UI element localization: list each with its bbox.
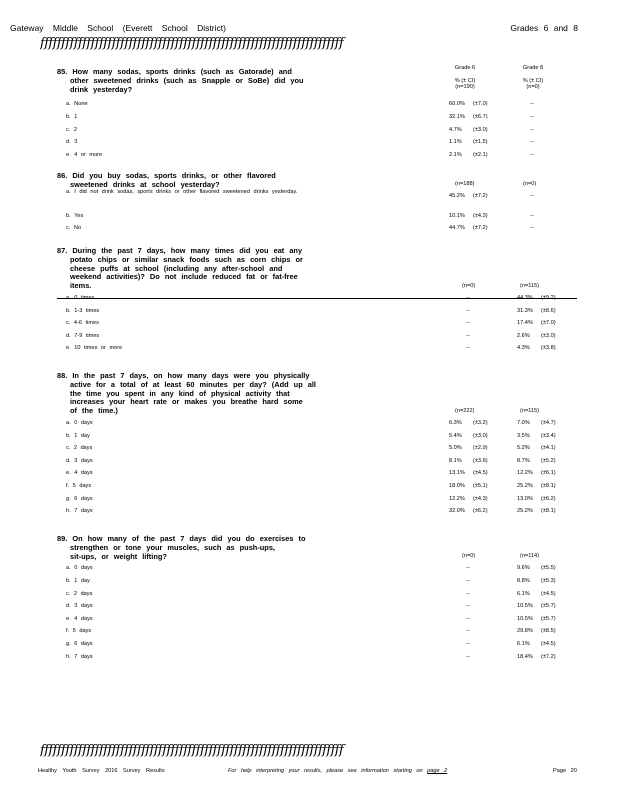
answer-pct-grade6: 8.1% xyxy=(449,457,462,464)
answer-ci-grade6: (±3.0) xyxy=(473,126,488,133)
question-86-n6: (n=188) xyxy=(455,180,475,187)
header-grades: Grades 6 and 8 xyxy=(510,23,578,33)
answer-row xyxy=(57,222,577,235)
col-grade6-label: Grade 6 xyxy=(454,65,476,71)
footer-center xyxy=(228,768,447,774)
question-86-number: 86. xyxy=(57,171,68,180)
answer-label: c. 2 days xyxy=(66,445,93,452)
answer-pct-grade6: -- xyxy=(466,577,470,584)
answer-row xyxy=(57,417,577,430)
answer-pct-grade8: -- xyxy=(530,192,534,199)
answer-ci-grade8: (±3.8) xyxy=(541,345,556,352)
answer-pct-grade8: 8.7% xyxy=(517,457,530,464)
answer-pct-grade8: 6.1% xyxy=(517,640,530,647)
question-87-n-row xyxy=(57,283,577,292)
answer-ci-grade6: (±4.5) xyxy=(473,470,488,477)
answer-label: b. 1 xyxy=(66,113,78,120)
answer-pct-grade8: -- xyxy=(530,139,534,146)
col-grade6-n: (n=190) xyxy=(455,84,475,90)
answer-label: d. 3 days xyxy=(66,603,93,610)
answer-ci-grade8: (±5.7) xyxy=(541,615,556,622)
header-rule: ffffffffffffffffffffffffffffffffffffffffffffffffffffffffffffffffffffffff xyxy=(40,36,344,51)
answer-pct-grade8: 7.0% xyxy=(517,419,530,426)
answer-label: h. 7 days xyxy=(66,653,93,660)
answer-pct-grade6: -- xyxy=(466,345,470,352)
answer-pct-grade6: 10.1% xyxy=(449,212,465,219)
answer-ci-grade6: (±1.5) xyxy=(473,139,488,146)
answer-pct-grade8: 13.0% xyxy=(517,495,533,502)
answer-pct-grade8: -- xyxy=(530,126,534,133)
question-89-n-row xyxy=(57,553,577,562)
answer-pct-grade8: 10.5% xyxy=(517,615,533,622)
answer-ci-grade6: (±5.1) xyxy=(473,482,488,489)
answer-pct-grade6: 45.2% xyxy=(449,192,465,199)
answer-row xyxy=(57,493,577,506)
answer-pct-grade6: -- xyxy=(466,640,470,647)
answer-row xyxy=(57,455,577,468)
answer-row xyxy=(57,651,577,664)
answer-row xyxy=(57,467,577,480)
answer-pct-grade6: 18.0% xyxy=(449,482,465,489)
answer-ci-grade8: (±8.6) xyxy=(541,307,556,314)
answer-label: b. 1 day xyxy=(66,577,90,584)
answer-pct-grade8: -- xyxy=(530,101,534,108)
answer-pct-grade6: 2.1% xyxy=(449,151,462,158)
answer-ci-grade8: (±6.1) xyxy=(541,470,556,477)
answer-label: c. 4-6 times xyxy=(66,320,99,327)
answer-label: a. 0 days xyxy=(66,565,93,572)
answer-label: e. 10 times or more xyxy=(66,345,123,352)
answer-pct-grade6: -- xyxy=(466,294,470,301)
footer-page-number: Page 20 xyxy=(553,768,577,774)
answer-ci-grade8: (±8.5) xyxy=(541,628,556,635)
answer-label: b. 1-3 times xyxy=(66,307,100,314)
answer-pct-grade8: 25.2% xyxy=(517,508,533,515)
question-86 xyxy=(57,172,577,235)
answer-pct-grade6: 4.7% xyxy=(449,126,462,133)
answer-pct-grade6: 1.1% xyxy=(449,139,462,146)
answer-row xyxy=(57,210,577,223)
answer-label: g. 6 days xyxy=(66,640,93,647)
question-88-line-3: the time you spent in any kind of physical activity that xyxy=(70,388,290,398)
answer-pct-grade8: -- xyxy=(530,225,534,232)
answer-row xyxy=(57,149,577,162)
answer-label: d. 3 xyxy=(66,139,78,146)
question-88-line-5: of the time.) xyxy=(70,406,118,416)
answer-label: a. 0 times xyxy=(66,294,95,301)
question-86-n8: (n=0) xyxy=(523,180,537,187)
answer-label: a. I did not drink sodas, sports drinks or other flavored sweetened drinks yesterday. xyxy=(66,188,298,195)
col-grade8-n: (n=0) xyxy=(526,84,540,90)
question-89-n6: (n=0) xyxy=(462,553,476,560)
answer-label: f. 5 days xyxy=(66,482,92,489)
answer-pct-grade8: 44.3% xyxy=(517,294,533,301)
question-87-line-4: weekend activities)? Do not include reduced fat or fat-free xyxy=(70,272,298,282)
question-89-number: 89. xyxy=(57,534,68,543)
answer-pct-grade6: 6.3% xyxy=(449,419,462,426)
answer-pct-grade6: 5.0% xyxy=(449,445,462,452)
answer-label: c. 2 days xyxy=(66,590,93,597)
answer-ci-grade8: (±4.7) xyxy=(541,419,556,426)
answer-ci-grade6: (±4.3) xyxy=(473,495,488,502)
answer-label: h. 7 days xyxy=(66,508,93,515)
answer-row xyxy=(57,575,577,588)
answer-pct-grade6: 12.2% xyxy=(449,495,465,502)
answer-row xyxy=(57,111,577,124)
col-grade8-pct: % (± CI) xyxy=(522,77,544,84)
answer-row xyxy=(57,613,577,626)
answer-pct-grade8: 5.2% xyxy=(517,445,530,452)
question-88-n6: (n=222) xyxy=(455,407,475,414)
answer-pct-grade6: -- xyxy=(466,565,470,572)
answer-pct-grade8: 3.5% xyxy=(517,432,530,439)
answer-ci-grade6: (±7.0) xyxy=(473,101,488,108)
answer-ci-grade6: (±2.9) xyxy=(473,445,488,452)
answer-pct-grade6: 5.4% xyxy=(449,432,462,439)
answer-ci-grade6: (±7.2) xyxy=(473,225,488,232)
answer-ci-grade8: (±6.2) xyxy=(541,495,556,502)
question-89-n8: (n=114) xyxy=(520,553,540,560)
answer-ci-grade8: (±8.1) xyxy=(541,508,556,515)
answer-pct-grade8: -- xyxy=(530,113,534,120)
answer-label: d. 3 days xyxy=(66,457,93,464)
answer-ci-grade6: (±3.6) xyxy=(473,457,488,464)
question-86-line-2: sweetened drinks at school yesterday? xyxy=(70,179,220,189)
answer-row xyxy=(57,330,577,343)
answer-ci-grade6: (±6.2) xyxy=(473,508,488,515)
answer-pct-grade8: 4.3% xyxy=(517,345,530,352)
answer-pct-grade8: 31.3% xyxy=(517,307,533,314)
answer-ci-grade8: (±4.5) xyxy=(541,640,556,647)
answer-row xyxy=(57,430,577,443)
answer-row xyxy=(57,442,577,455)
answer-pct-grade6: -- xyxy=(466,320,470,327)
question-87-number: 87. xyxy=(57,246,68,255)
col-grade6-pct: % (± CI) xyxy=(454,77,476,84)
answer-row xyxy=(57,562,577,575)
answer-pct-grade6: -- xyxy=(466,332,470,339)
answer-row xyxy=(57,625,577,638)
question-87-line-2: potato chips or similar snack foods such as corn chips or xyxy=(70,254,303,264)
answer-pct-grade6: 44.7% xyxy=(449,225,465,232)
answer-pct-grade6: -- xyxy=(466,628,470,635)
answer-pct-grade6: 32.1% xyxy=(449,113,465,120)
answer-ci-grade6: (±3.2) xyxy=(473,419,488,426)
answer-ci-grade8: (±3.0) xyxy=(541,332,556,339)
answer-pct-grade6: 32.0% xyxy=(449,508,465,515)
answer-ci-grade6: (±2.1) xyxy=(473,151,488,158)
answer-row xyxy=(57,505,577,518)
answer-row xyxy=(57,600,577,613)
answer-row xyxy=(57,190,577,210)
question-86-line-1: Did you buy sodas, sports drinks, or other flavored xyxy=(72,171,276,180)
col-grade8-label: Grade 8 xyxy=(522,65,544,71)
answer-ci-grade6: (±3.0) xyxy=(473,432,488,439)
question-88-number: 88. xyxy=(57,371,68,380)
question-87-line-1: During the past 7 days, how many times did you eat any xyxy=(72,246,303,255)
answer-row xyxy=(57,480,577,493)
answer-pct-grade8: 17.4% xyxy=(517,320,533,327)
question-87-line-3: cheese puffs at school (including any after-school and xyxy=(70,263,283,273)
answer-pct-grade6: 13.1% xyxy=(449,470,465,477)
answer-pct-grade6: -- xyxy=(466,603,470,610)
answer-pct-grade6: -- xyxy=(466,590,470,597)
answer-pct-grade8: 18.4% xyxy=(517,653,533,660)
question-85 xyxy=(57,68,577,161)
answer-pct-grade8: 10.5% xyxy=(517,603,533,610)
answer-pct-grade6: -- xyxy=(466,653,470,660)
answer-pct-grade8: 25.2% xyxy=(517,482,533,489)
answer-ci-grade8: (±7.2) xyxy=(541,653,556,660)
answer-row xyxy=(57,305,577,318)
question-87-n6: (n=0) xyxy=(462,282,476,289)
question-88-line-4: increases your heart rate or makes you breathe hard some xyxy=(70,397,303,407)
answer-label: c. No xyxy=(66,225,82,232)
answer-row xyxy=(57,342,577,355)
question-89-line-2: strengthen or tone your muscles, such as push-ups, xyxy=(70,542,275,552)
question-85-number: 85. xyxy=(57,67,68,76)
answer-label: a. None xyxy=(66,101,88,108)
answer-label: b. 1 day xyxy=(66,432,90,439)
answer-label: c. 2 xyxy=(66,126,78,133)
answer-pct-grade6: -- xyxy=(466,615,470,622)
answer-label: e. 4 days xyxy=(66,615,93,622)
footer-page-link[interactable]: page 2 xyxy=(427,768,448,774)
answer-ci-grade8: (±5.2) xyxy=(541,457,556,464)
answer-ci-grade8: (±9.2) xyxy=(541,294,556,301)
question-88-line-1: In the past 7 days, on how many days were you physically xyxy=(72,371,310,380)
question-88-n-row xyxy=(57,408,577,417)
answer-pct-grade8: 12.2% xyxy=(517,470,533,477)
answer-ci-grade8: (±3.4) xyxy=(541,432,556,439)
answer-row xyxy=(57,588,577,601)
header-school: Gateway Middle School (Everett School District) xyxy=(10,23,226,33)
question-85-line-1: How many sodas, sports drinks (such as Gatorade) and xyxy=(72,67,292,76)
answer-row xyxy=(57,98,577,111)
answer-ci-grade8: (±5.3) xyxy=(541,577,556,584)
answer-row xyxy=(57,317,577,330)
divider-q87 xyxy=(57,298,577,299)
answer-row xyxy=(57,638,577,651)
question-89-line-1: On how many of the past 7 days did you do exercises to xyxy=(72,534,306,543)
answer-pct-grade8: 2.6% xyxy=(517,332,530,339)
answer-label: f. 5 days xyxy=(66,628,92,635)
answer-ci-grade8: (±4.5) xyxy=(541,590,556,597)
answer-ci-grade6: (±6.7) xyxy=(473,113,488,120)
answer-ci-grade8: (±5.5) xyxy=(541,565,556,572)
question-85-line-2: other sweetened drinks (such as Snapple or SoBe) did you xyxy=(70,75,304,85)
answer-label: g. 6 days xyxy=(66,495,93,502)
question-88-n8: (n=115) xyxy=(520,407,540,414)
question-85-line-3: drink yesterday? xyxy=(70,84,133,94)
answer-ci-grade8: (±5.7) xyxy=(541,603,556,610)
question-89-line-3: sit-ups, or weight lifting? xyxy=(70,551,167,561)
question-87-n8: (n=115) xyxy=(520,282,540,289)
answer-row xyxy=(57,136,577,149)
answer-pct-grade8: -- xyxy=(530,212,534,219)
answer-pct-grade8: 6.1% xyxy=(517,590,530,597)
answer-ci-grade6: (±4.3) xyxy=(473,212,488,219)
answer-ci-grade8: (±8.1) xyxy=(541,482,556,489)
answer-label: b. Yes xyxy=(66,212,84,219)
question-85-text xyxy=(57,68,322,94)
footer-rule: ffffffffffffffffffffffffffffffffffffffffffffffffffffffffffffffffffffffff xyxy=(40,743,344,758)
answer-ci-grade6: (±7.2) xyxy=(473,192,488,199)
footer-left: Healthy Youth Survey 2016 Survey Results xyxy=(38,768,165,774)
answer-pct-grade8: 9.6% xyxy=(517,565,530,572)
answer-pct-grade8: 29.8% xyxy=(517,628,533,635)
answer-label: d. 7-9 times xyxy=(66,332,100,339)
question-89 xyxy=(57,535,577,663)
question-88 xyxy=(57,372,577,518)
answer-label: e. 4 or more xyxy=(66,151,103,158)
answer-ci-grade8: (±4.1) xyxy=(541,445,556,452)
footer-help-text: For help interpreting your results, please see information starting on xyxy=(228,768,423,774)
question-87-line-5: items. xyxy=(70,281,92,291)
answer-pct-grade6: 60.0% xyxy=(449,101,465,108)
answer-label: a. 0 days xyxy=(66,419,93,426)
answer-label: e. 4 days xyxy=(66,470,93,477)
answer-pct-grade8: 8.8% xyxy=(517,577,530,584)
answer-row xyxy=(57,124,577,137)
answer-pct-grade6: -- xyxy=(466,307,470,314)
answer-ci-grade8: (±7.0) xyxy=(541,320,556,327)
question-87 xyxy=(57,247,577,355)
question-88-line-2: active for a total of at least 60 minutes per day? (Add up all xyxy=(70,379,316,389)
answer-pct-grade8: -- xyxy=(530,151,534,158)
